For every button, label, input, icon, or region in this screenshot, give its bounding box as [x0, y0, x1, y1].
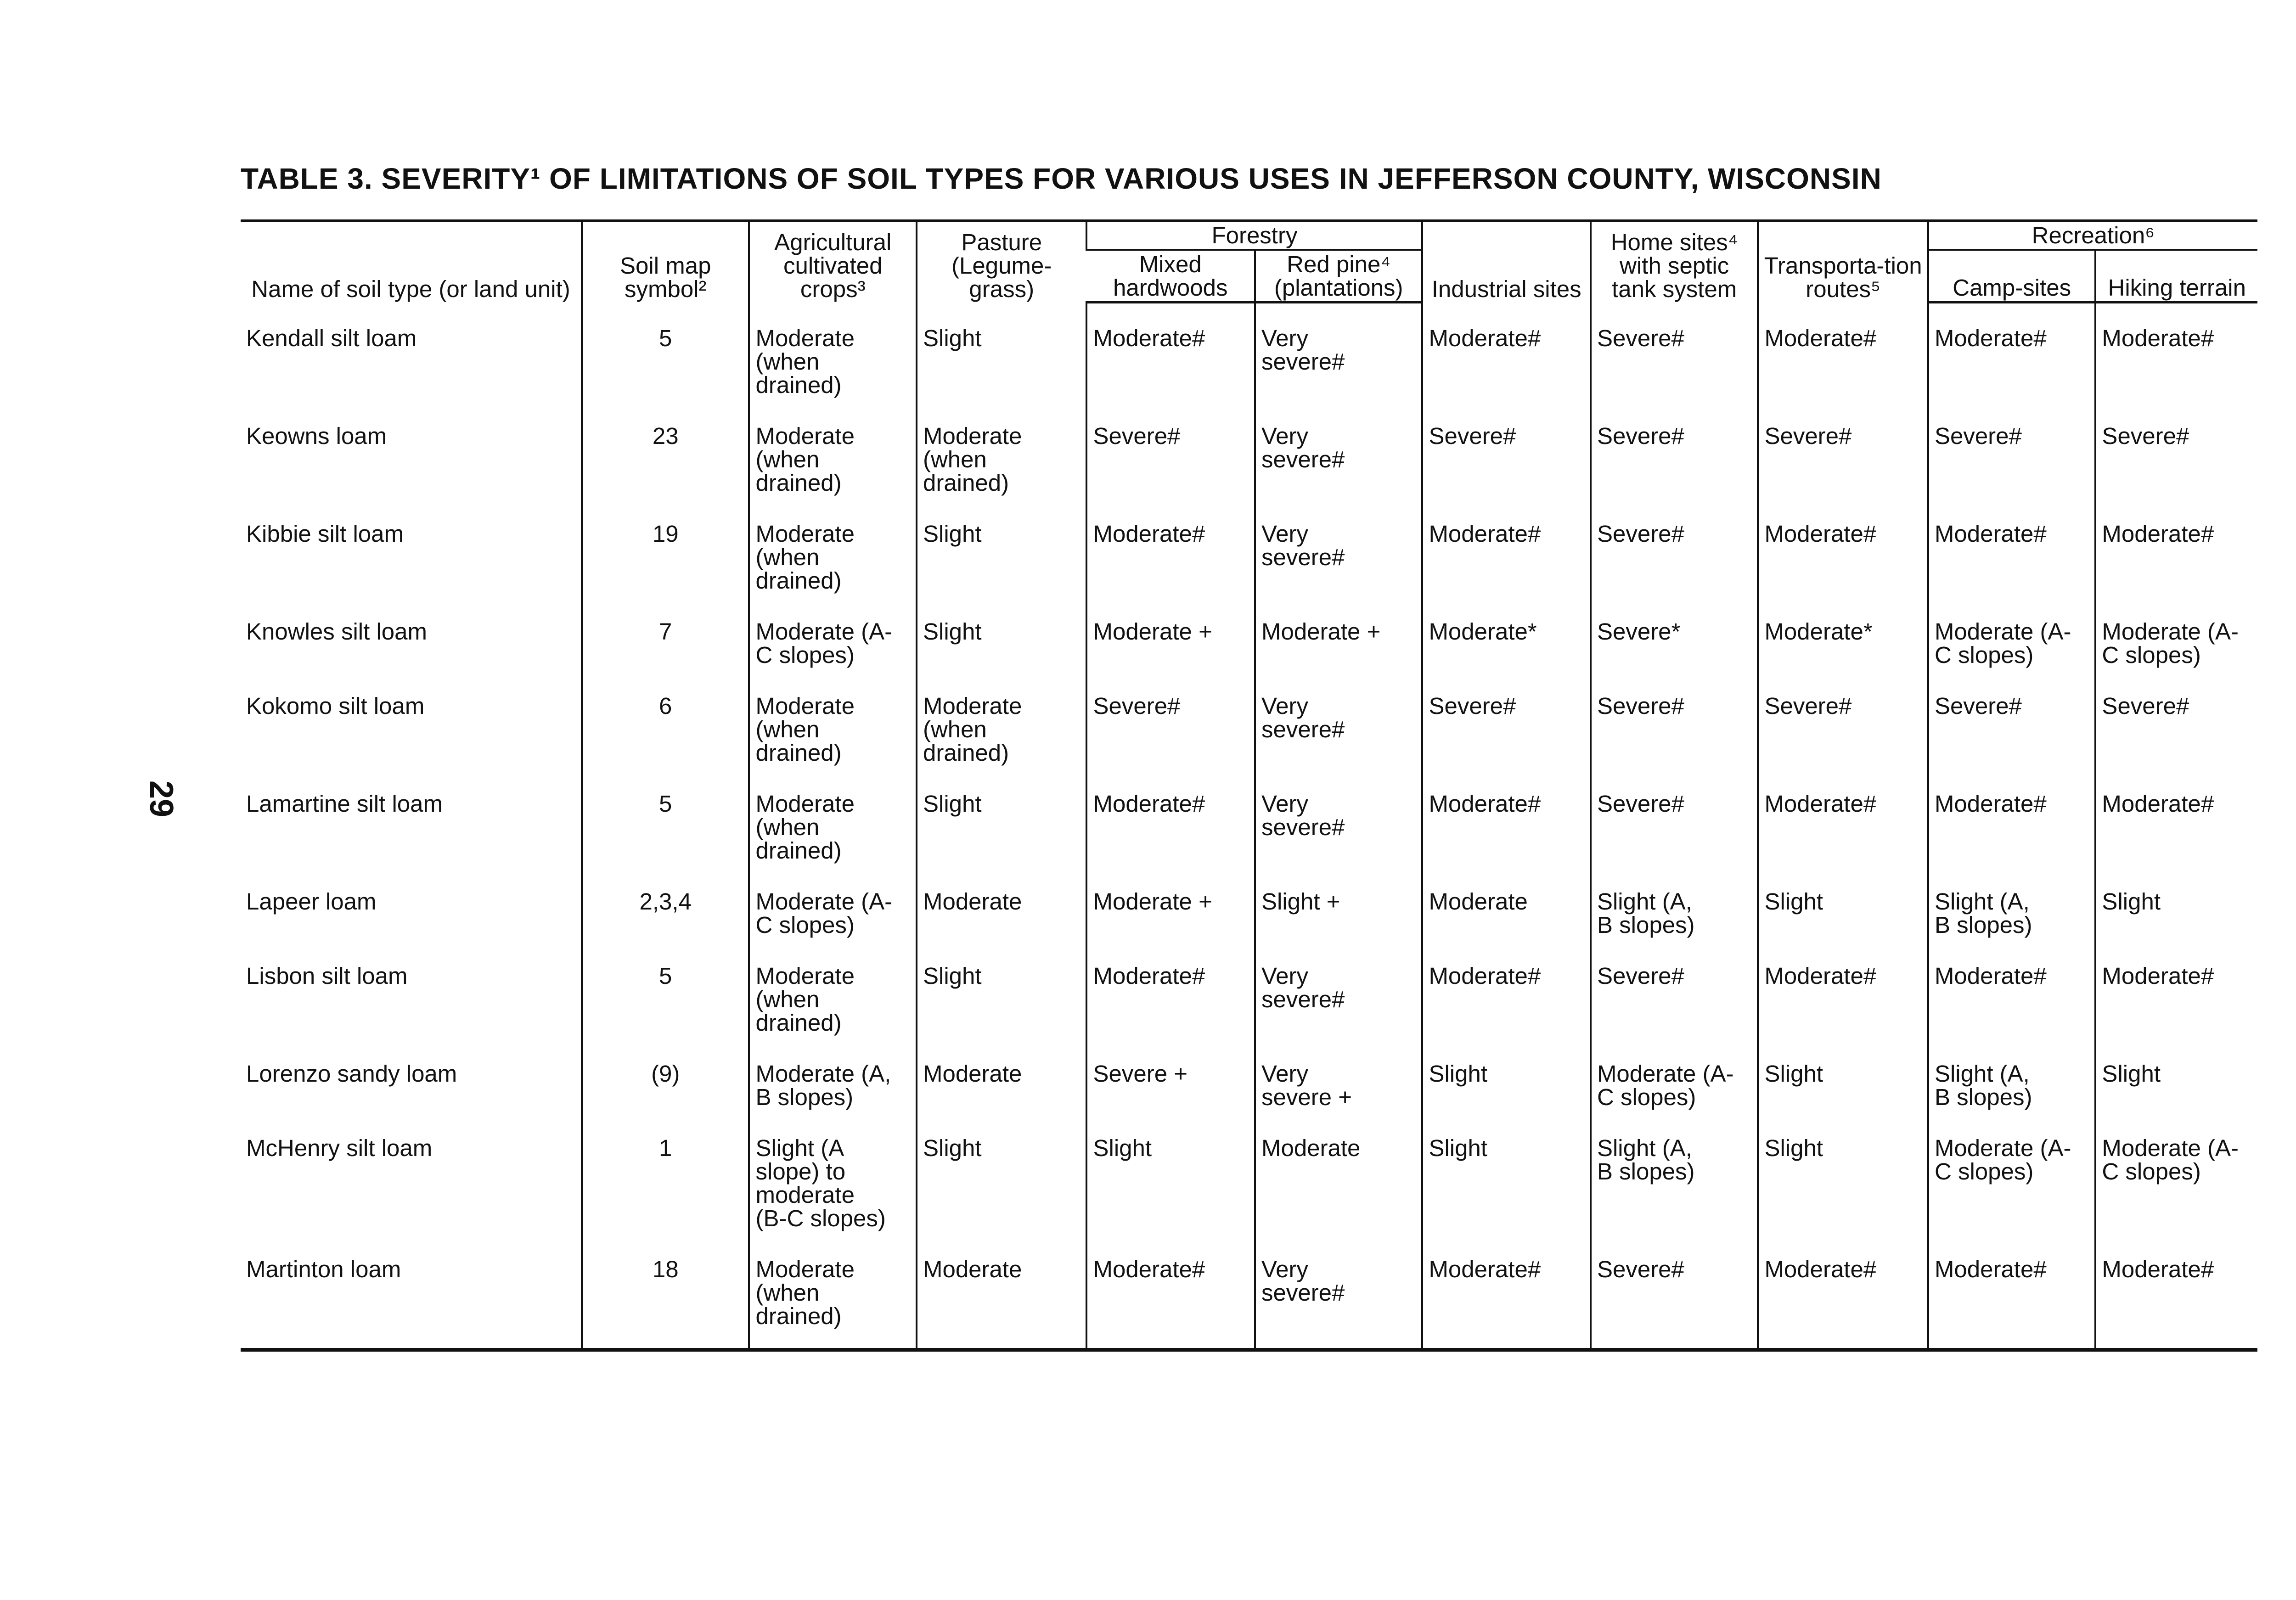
cell-name: Kendall silt loam	[246, 325, 417, 351]
cell-homesites: Severe#	[1591, 1258, 1758, 1350]
cell-symbol: 1	[582, 1136, 749, 1258]
cell-agricultural: Moderate (when drained)	[749, 522, 916, 620]
cell-name: Lapeer loam	[246, 888, 377, 915]
cell-transport: Slight	[1758, 890, 1928, 964]
cell-symbol: 5	[582, 326, 749, 424]
cell-mixed: Severe#	[1086, 424, 1255, 522]
cell-industrial: Moderate#	[1422, 792, 1591, 890]
cell-pasture: Moderate (when drained)	[917, 694, 1087, 792]
cell-transport: Slight	[1758, 1062, 1928, 1136]
cell-pasture: Slight	[917, 326, 1087, 424]
cell-redpine: Moderate	[1255, 1136, 1422, 1258]
header-homesites: Home sites⁴ with septic tank system	[1591, 221, 1758, 303]
cell-camp: Moderate#	[1928, 964, 2095, 1062]
table-row	[241, 1062, 2257, 1136]
table-row	[241, 1136, 2257, 1258]
cell-homesites: Severe#	[1591, 694, 1758, 792]
cell-redpine: Very severe +	[1255, 1062, 1422, 1136]
table-row	[241, 792, 2257, 890]
cell-pasture: Moderate	[917, 1062, 1087, 1136]
cell-camp: Moderate#	[1928, 792, 2095, 890]
cell-industrial: Moderate#	[1422, 522, 1591, 620]
cell-industrial: Moderate	[1422, 890, 1591, 964]
cell-mixed: Moderate +	[1086, 620, 1255, 694]
cell-symbol: 6	[582, 694, 749, 792]
cell-redpine: Very severe#	[1255, 522, 1422, 620]
header-name: Name of soil type (or land unit)	[241, 221, 582, 303]
cell-industrial: Moderate#	[1422, 964, 1591, 1062]
cell-redpine: Moderate +	[1255, 620, 1422, 694]
cell-name: Lamartine silt loam	[246, 791, 443, 817]
cell-camp: Moderate#	[1928, 326, 2095, 424]
header-forestry: Forestry	[1086, 221, 1422, 250]
cell-hiking: Moderate#	[2095, 522, 2257, 620]
cell-symbol: 7	[582, 620, 749, 694]
cell-name: Lorenzo sandy loam	[246, 1061, 457, 1087]
cell-hiking: Severe#	[2095, 424, 2257, 522]
cell-mixed: Severe#	[1086, 694, 1255, 792]
cell-homesites: Severe#	[1591, 326, 1758, 424]
cell-homesites: Severe#	[1591, 792, 1758, 890]
cell-agricultural: Moderate (when drained)	[749, 424, 916, 522]
cell-industrial: Slight	[1422, 1062, 1591, 1136]
cell-redpine: Very severe#	[1255, 1258, 1422, 1350]
cell-camp: Slight (A, B slopes)	[1928, 1062, 2095, 1136]
cell-pasture: Moderate	[917, 1258, 1087, 1350]
cell-transport: Moderate#	[1758, 792, 1928, 890]
cell-industrial: Moderate#	[1422, 1258, 1591, 1350]
cell-name: Knowles silt loam	[246, 618, 427, 645]
cell-symbol: 19	[582, 522, 749, 620]
table-body	[241, 303, 2257, 1350]
cell-homesites: Slight (A, B slopes)	[1591, 1136, 1758, 1258]
header-mixed: Mixed hardwoods	[1086, 250, 1255, 303]
cell-transport: Severe#	[1758, 694, 1928, 792]
cell-camp: Severe#	[1928, 424, 2095, 522]
cell-redpine: Slight +	[1255, 890, 1422, 964]
table-row	[241, 620, 2257, 694]
cell-symbol: 18	[582, 1258, 749, 1350]
cell-redpine: Very severe#	[1255, 792, 1422, 890]
header-agricultural: Agricultural cultivated crops³	[749, 221, 916, 303]
cell-symbol: 2,3,4	[582, 890, 749, 964]
cell-hiking: Moderate#	[2095, 792, 2257, 890]
cell-pasture: Moderate (when drained)	[917, 424, 1087, 522]
cell-mixed: Severe +	[1086, 1062, 1255, 1136]
table-row	[241, 964, 2257, 1062]
cell-industrial: Moderate*	[1422, 620, 1591, 694]
spacer-row	[241, 303, 2257, 327]
cell-mixed: Slight	[1086, 1136, 1255, 1258]
table-row	[241, 522, 2257, 620]
cell-camp: Moderate (A- C slopes)	[1928, 1136, 2095, 1258]
cell-hiking: Slight	[2095, 890, 2257, 964]
header-industrial: Industrial sites	[1422, 221, 1591, 303]
header-symbol: Soil map symbol²	[582, 221, 749, 303]
cell-camp: Moderate#	[1928, 522, 2095, 620]
cell-redpine: Very severe#	[1255, 964, 1422, 1062]
table-row	[241, 326, 2257, 424]
header-recreation: Recreation⁶	[1928, 221, 2257, 250]
cell-pasture: Slight	[917, 522, 1087, 620]
cell-agricultural: Moderate (A- C slopes)	[749, 620, 916, 694]
cell-hiking: Slight	[2095, 1062, 2257, 1136]
cell-camp: Moderate#	[1928, 1258, 2095, 1350]
cell-pasture: Slight	[917, 964, 1087, 1062]
cell-transport: Moderate#	[1758, 1258, 1928, 1350]
cell-industrial: Slight	[1422, 1136, 1591, 1258]
cell-name: McHenry silt loam	[246, 1135, 433, 1161]
table-row	[241, 424, 2257, 522]
page-number: 29	[143, 780, 180, 818]
cell-name: Kibbie silt loam	[246, 521, 404, 547]
cell-pasture: Slight	[917, 620, 1087, 694]
cell-transport: Moderate*	[1758, 620, 1928, 694]
cell-agricultural: Moderate (when drained)	[749, 326, 916, 424]
cell-agricultural: Slight (A slope) to moderate (B-C slopes)	[749, 1136, 916, 1258]
cell-symbol: 5	[582, 792, 749, 890]
header-camp: Camp-sites	[1928, 250, 2095, 303]
cell-symbol: 5	[582, 964, 749, 1062]
cell-industrial: Moderate#	[1422, 326, 1591, 424]
cell-redpine: Very severe#	[1255, 424, 1422, 522]
cell-camp: Moderate (A- C slopes)	[1928, 620, 2095, 694]
cell-homesites: Severe#	[1591, 522, 1758, 620]
header-pasture: Pasture (Legume-grass)	[917, 221, 1087, 303]
cell-industrial: Severe#	[1422, 694, 1591, 792]
cell-agricultural: Moderate (when drained)	[749, 1258, 916, 1350]
cell-agricultural: Moderate (A, B slopes)	[749, 1062, 916, 1136]
cell-homesites: Severe#	[1591, 424, 1758, 522]
cell-transport: Slight	[1758, 1136, 1928, 1258]
cell-hiking: Moderate#	[2095, 1258, 2257, 1350]
cell-homesites: Slight (A, B slopes)	[1591, 890, 1758, 964]
header-transport: Transporta-tion routes⁵	[1758, 221, 1928, 303]
header-redpine: Red pine⁴ (plantations)	[1255, 250, 1422, 303]
cell-mixed: Moderate +	[1086, 890, 1255, 964]
cell-camp: Severe#	[1928, 694, 2095, 792]
soil-limitations-table	[241, 219, 2257, 1352]
cell-agricultural: Moderate (A- C slopes)	[749, 890, 916, 964]
cell-mixed: Moderate#	[1086, 1258, 1255, 1350]
header-hiking: Hiking terrain	[2095, 250, 2257, 303]
cell-hiking: Moderate (A- C slopes)	[2095, 620, 2257, 694]
cell-symbol: (9)	[582, 1062, 749, 1136]
cell-redpine: Very severe#	[1255, 326, 1422, 424]
cell-name: Lisbon silt loam	[246, 963, 408, 989]
cell-mixed: Moderate#	[1086, 792, 1255, 890]
cell-name: Kokomo silt loam	[246, 693, 425, 719]
header-row-groups	[241, 221, 2257, 250]
cell-redpine: Very severe#	[1255, 694, 1422, 792]
cell-transport: Severe#	[1758, 424, 1928, 522]
cell-pasture: Slight	[917, 792, 1087, 890]
cell-homesites: Moderate (A- C slopes)	[1591, 1062, 1758, 1136]
cell-mixed: Moderate#	[1086, 326, 1255, 424]
cell-hiking: Moderate#	[2095, 964, 2257, 1062]
cell-symbol: 23	[582, 424, 749, 522]
cell-name: Martinton loam	[241, 1258, 582, 1350]
table-row	[241, 890, 2257, 964]
cell-agricultural: Moderate (when drained)	[749, 964, 916, 1062]
cell-transport: Moderate#	[1758, 326, 1928, 424]
cell-agricultural: Moderate (when drained)	[749, 694, 916, 792]
cell-mixed: Moderate#	[1086, 522, 1255, 620]
cell-name: Keowns loam	[246, 423, 387, 449]
cell-pasture: Moderate	[917, 890, 1087, 964]
cell-hiking: Severe#	[2095, 694, 2257, 792]
cell-hiking: Moderate#	[2095, 326, 2257, 424]
cell-mixed: Moderate#	[1086, 964, 1255, 1062]
table-title: TABLE 3. SEVERITY¹ OF LIMITATIONS OF SOIL TYPES FOR VARIOUS USES IN JEFFERSON COUNTY, WISCONSIN	[241, 162, 1882, 195]
table-row	[241, 1258, 2257, 1350]
cell-homesites: Severe*	[1591, 620, 1758, 694]
cell-agricultural: Moderate (when drained)	[749, 792, 916, 890]
cell-camp: Slight (A, B slopes)	[1928, 890, 2095, 964]
cell-industrial: Severe#	[1422, 424, 1591, 522]
cell-pasture: Slight	[917, 1136, 1087, 1258]
cell-transport: Moderate#	[1758, 522, 1928, 620]
table-row	[241, 694, 2257, 792]
cell-hiking: Moderate (A- C slopes)	[2095, 1136, 2257, 1258]
cell-transport: Moderate#	[1758, 964, 1928, 1062]
cell-homesites: Severe#	[1591, 964, 1758, 1062]
